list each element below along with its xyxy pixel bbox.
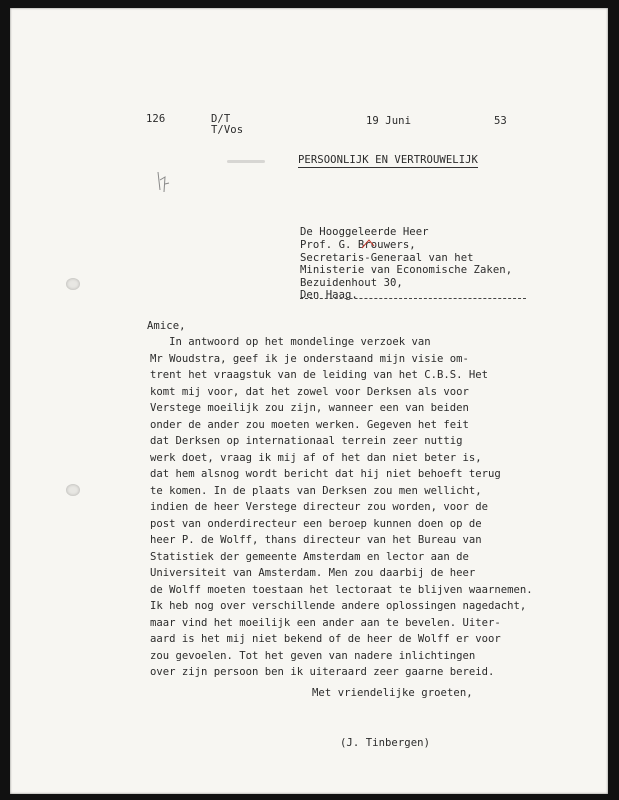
body-line: Universiteit van Amsterdam. Men zou daarbij de heer — [150, 567, 476, 579]
address-line: Secretaris-Generaal van het — [300, 252, 474, 264]
body-line: Statistiek der gemeente Amsterdam en lector aan de — [150, 551, 469, 563]
address-line: Den Haag. — [300, 289, 358, 301]
reference-line-1: D/T — [211, 113, 231, 125]
body-line: Verstege moeilijk zou zijn, wanneer een van beiden — [150, 402, 469, 414]
address-line: Ministerie van Economische Zaken, — [300, 264, 513, 276]
body-line: trent het vraagstuk van de leiding van het C.B.S. Het — [150, 369, 489, 381]
body-line: In antwoord op het mondelinge verzoek van — [150, 336, 431, 348]
closing: Met vriendelijke groeten, — [312, 687, 473, 699]
body-line: over zijn persoon ben ik uiteraard zeer gaarne bereid. — [150, 666, 495, 678]
punch-hole-bottom — [66, 484, 80, 496]
address-line: De Hooggeleerde Heer — [300, 226, 429, 238]
body-line: de Wolff moeten toestaan het lectoraat te blijven waarnemen. — [150, 584, 533, 596]
handwritten-initials — [154, 168, 174, 198]
body-line: komt mij voor, dat het zowel voor Derksen als voor — [150, 386, 469, 398]
address-rule — [300, 298, 526, 299]
subject-line: PERSOONLIJK EN VERTROUWELIJK — [298, 154, 478, 166]
body-line: Ik heb nog over verschillende andere oplossingen nagedacht, — [150, 600, 527, 612]
faint-smudge — [227, 160, 265, 163]
body-line: aard is het mij niet bekend of de heer de Wolff er voor — [150, 633, 501, 645]
salutation: Amice, — [147, 320, 186, 332]
body-line: te komen. In de plaats van Derksen zou men wellicht, — [150, 485, 482, 497]
address-line: Bezuidenhout 30, — [300, 277, 403, 289]
reference-line-2: T/Vos — [211, 124, 244, 136]
body-line: post van onderdirecteur een beroep kunnen doen op de — [150, 518, 482, 530]
signature: (J. Tinbergen) — [340, 737, 430, 749]
body-line: indien de heer Verstege directeur zou worden, voor de — [150, 501, 489, 513]
body-line: zou gevoelen. Tot het geven van nadere inlichtingen — [150, 650, 476, 662]
body-line: dat hem alsnog wordt bericht dat hij niet behoeft terug — [150, 468, 501, 480]
punch-hole-top — [66, 278, 80, 290]
body-line: dat Derksen op internationaal terrein zeer nuttig — [150, 435, 463, 447]
body-line: werk doet, vraag ik mij af of het dan niet beter is, — [150, 452, 482, 464]
address-line: Prof. G. Brouwers, — [300, 239, 416, 251]
body-line: onder de ander zou moeten werken. Gegeven het feit — [150, 419, 469, 431]
body-line: heer P. de Wolff, thans directeur van het Bureau van — [150, 534, 482, 546]
body-line: Mr Woudstra, geef ik je onderstaand mijn visie om- — [150, 353, 469, 365]
letter-number: 126 — [146, 113, 166, 125]
red-pen-mark — [360, 236, 380, 252]
body-line: maar vind het moeilijk een ander aan te bevelen. Uiter- — [150, 617, 501, 629]
letter-date: 19 Juni — [366, 115, 411, 127]
letter-year: 53 — [494, 115, 507, 127]
